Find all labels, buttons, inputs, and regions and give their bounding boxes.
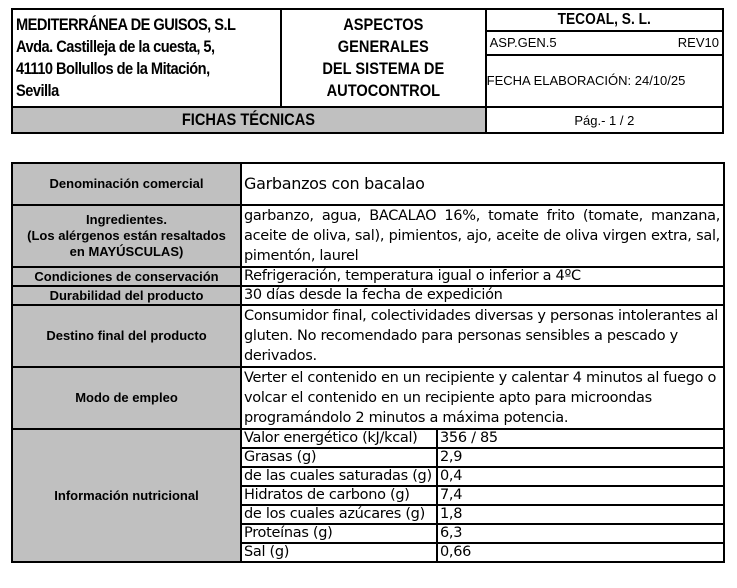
spec-row-nutricional xyxy=(12,429,724,562)
conservacion-label: Condiciones de conservación xyxy=(12,267,241,286)
company-address-line: 41110 Bollullos de la Mitación, xyxy=(16,59,210,78)
durabilidad-value: 30 días desde la fecha de expedición xyxy=(241,286,724,305)
title-line: DEL SISTEMA DE xyxy=(322,59,445,78)
nutrient-name: Grasas (g) xyxy=(242,448,437,467)
nutrient-value: 356 / 85 xyxy=(437,430,723,448)
ingredientes-label xyxy=(12,205,241,267)
company-info xyxy=(12,9,281,107)
doc-code: ASP.GEN.5 xyxy=(489,35,557,50)
nutrition-row xyxy=(242,486,723,505)
revision: REV10 xyxy=(677,35,719,50)
label-line: en MAYÚSCULAS) xyxy=(69,244,184,259)
doc-code-cell xyxy=(486,31,723,55)
nutrition-row xyxy=(242,505,723,524)
company-name: MEDITERRÁNEA DE GUISOS, S.L xyxy=(16,15,236,34)
nutrient-value: 0,4 xyxy=(437,467,723,486)
nutrient-value: 0,66 xyxy=(440,544,472,560)
denominacion-value: Garbanzos con bacalao xyxy=(241,163,724,205)
nutrition-row xyxy=(242,430,723,448)
modo-empleo-value: Verter el contenido en un recipiente y calentar 4 minutos al fuego o volcar el contenido en un recipiente apto para microondas programándolo 2 minutos a máxima potencia. xyxy=(241,367,724,429)
title-line: ASPECTOS GENERALES xyxy=(337,15,429,56)
consultant-text: TECOAL, S. L. xyxy=(557,11,651,28)
ingredientes-value: garbanzo, agua, BACALAO 16%, tomate frito (tomate, manzana, aceite de oliva, sal), pimientos, ajo, aceite de oliva virgen extra, sal, pimentón, laurel xyxy=(241,205,724,267)
nutrient-name: Valor energético (kJ/kcal) xyxy=(242,430,437,448)
spec-row-ingredientes xyxy=(12,205,724,267)
nutrient-name: Hidratos de carbono (g) xyxy=(242,486,437,505)
durabilidad-label: Durabilidad del producto xyxy=(12,286,241,305)
spec-row-durabilidad xyxy=(12,286,724,305)
fecha-elaboracion: FECHA ELABORACIÓN: 24/10/25 xyxy=(486,55,723,107)
nutrition-table xyxy=(242,430,723,561)
spec-row-destino xyxy=(12,305,724,367)
label-line: Ingredientes. xyxy=(86,212,167,227)
spec-row-denominacion xyxy=(12,163,724,205)
label-line: (Los alérgenos están resaltados xyxy=(27,228,226,243)
company-address-line: Avda. Castilleja de la cuesta, 5, xyxy=(16,37,215,56)
nutrition-table-cell xyxy=(241,429,724,562)
document-header xyxy=(11,8,724,134)
consultant-name xyxy=(486,9,723,31)
nutrient-value: 7,4 xyxy=(437,486,723,505)
document-title xyxy=(281,9,486,107)
company-address-line: Sevilla xyxy=(16,81,59,100)
nutrient-name: Sal (g) xyxy=(242,543,437,561)
modo-empleo-label: Modo de empleo xyxy=(12,367,241,429)
nutrient-value: 2,9 xyxy=(437,448,723,467)
nutrition-row xyxy=(242,524,723,543)
nutrition-row xyxy=(242,448,723,467)
section-title xyxy=(12,107,486,133)
conservacion-value: Refrigeración, temperatura igual o inferior a 4ºC xyxy=(241,267,724,286)
denominacion-label: Denominación comercial xyxy=(12,163,241,205)
destino-label: Destino final del producto xyxy=(12,305,241,367)
spec-row-modo-empleo xyxy=(12,367,724,429)
spec-row-conservacion xyxy=(12,267,724,286)
nutrient-name: Proteínas (g) xyxy=(242,524,437,543)
section-title-text: FICHAS TÉCNICAS xyxy=(182,110,316,129)
destino-value: Consumidor final, colectividades diversas y personas intolerantes al gluten. No recomendado para personas sensibles a pescado y derivados. xyxy=(241,305,724,367)
spec-table xyxy=(11,162,725,563)
nutrient-name: de los cuales azúcares (g) xyxy=(242,505,437,524)
page-number: Pág.- 1 / 2 xyxy=(486,107,723,133)
nutrition-row xyxy=(242,543,723,561)
nutrient-name: de las cuales saturadas (g) xyxy=(242,467,437,486)
nutrient-value: 1,8 xyxy=(437,505,723,524)
nutrition-row xyxy=(242,467,723,486)
nutrient-value: 6,3 xyxy=(437,524,723,543)
nutricional-label: Información nutricional xyxy=(12,429,241,562)
title-line: AUTOCONTROL xyxy=(326,81,441,100)
